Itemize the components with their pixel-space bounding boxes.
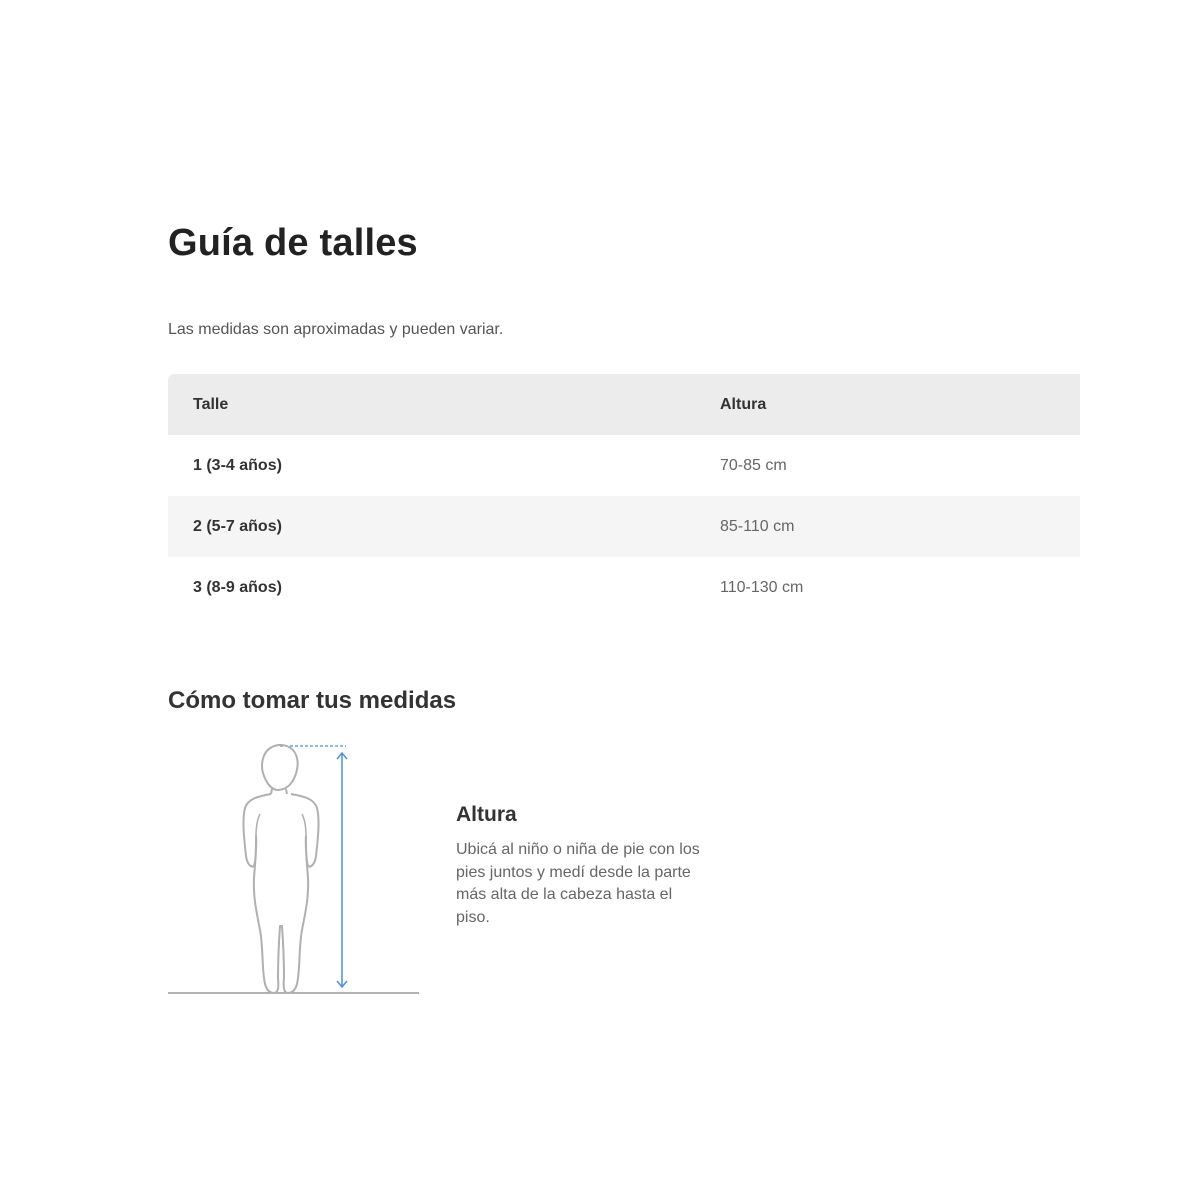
page-title: Guía de talles bbox=[168, 222, 418, 264]
size-cell: 2 (5-7 años) bbox=[168, 496, 720, 557]
measure-title: Altura bbox=[456, 803, 517, 826]
table-row bbox=[168, 496, 1080, 557]
child-height-measure-icon bbox=[168, 738, 428, 1000]
column-header-height: Altura bbox=[720, 374, 1080, 435]
column-header-size: Talle bbox=[168, 374, 720, 435]
height-cell: 70-85 cm bbox=[720, 456, 787, 474]
height-cell: 110-130 cm bbox=[720, 578, 804, 596]
size-cell: 1 (3-4 años) bbox=[193, 456, 282, 474]
table-row bbox=[168, 435, 1080, 496]
size-table bbox=[168, 374, 1080, 618]
measure-description: Ubicá al niño o niña de pie con los pies juntos y medí desde la parte más alta de la cabeza hasta el piso. bbox=[456, 841, 700, 927]
page-subtitle: Las medidas son aproximadas y pueden variar. bbox=[168, 321, 504, 338]
height-instructions bbox=[456, 803, 706, 930]
table-header-row bbox=[168, 374, 1080, 435]
table-row bbox=[168, 557, 1080, 618]
size-cell: 3 (8-9 años) bbox=[193, 578, 282, 596]
how-to-measure-title: Cómo tomar tus medidas bbox=[168, 687, 457, 714]
height-cell: 85-110 cm bbox=[720, 496, 1080, 557]
